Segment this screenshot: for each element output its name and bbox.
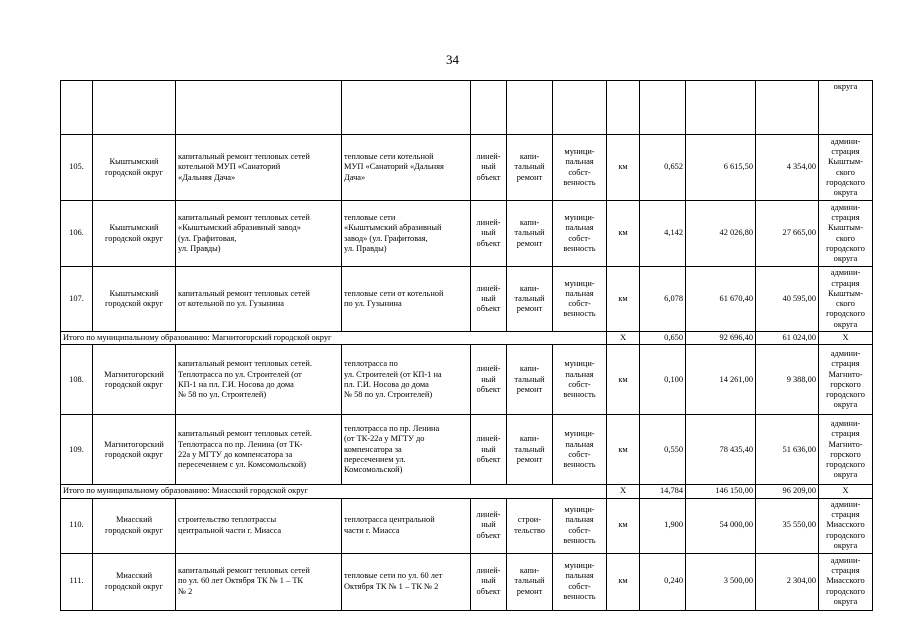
capacity-cell: 6,078 — [640, 267, 686, 332]
row-number: 108. — [61, 345, 93, 415]
object-type-cell: линей- ный объект — [471, 345, 507, 415]
work-type-cell: капи- тальный ремонт — [507, 135, 553, 201]
works-table — [60, 80, 873, 611]
cell-empty — [686, 81, 756, 135]
capacity-cell: 1,900 — [640, 498, 686, 553]
municipality-cell: Миасский городской округ — [93, 553, 176, 610]
cell-empty — [176, 81, 342, 135]
recipient-cell: админи- страция Миасского городского округа — [819, 553, 873, 610]
ownership-cell: муници- пальная собст- венность — [553, 415, 607, 485]
unit-cell: км — [607, 553, 640, 610]
work-type-cell: капи- тальный ремонт — [507, 553, 553, 610]
municipality-cell: Кыштымский городской округ — [93, 135, 176, 201]
unit-cell: км — [607, 345, 640, 415]
ownership-cell: муници- пальная собст- венность — [553, 201, 607, 267]
cell-empty — [93, 81, 176, 135]
subsidy-cell: 51 636,00 — [756, 415, 819, 485]
page-number: 34 — [446, 52, 459, 67]
cell-empty — [471, 81, 507, 135]
cell-empty — [553, 81, 607, 135]
total-label: Итого по муниципальному образованию: Миасский городской округ — [61, 485, 607, 498]
object-type-cell: линей- ный объект — [471, 267, 507, 332]
continued-header-row — [61, 81, 873, 135]
capacity-cell: 0,240 — [640, 553, 686, 610]
recipient-cell: админи- страция Магнито- горского городского округа — [819, 345, 873, 415]
total-cost-cell: 78 435,40 — [686, 415, 756, 485]
subsidy-cell: 35 550,00 — [756, 498, 819, 553]
total-label: Итого по муниципальному образованию: Магнитогорский городской округ — [61, 332, 607, 345]
object-type-cell: линей- ный объект — [471, 135, 507, 201]
capacity-cell: 14,784 — [640, 485, 686, 498]
ownership-cell: муници- пальная собст- венность — [553, 135, 607, 201]
total-cost-cell: 3 500,00 — [686, 553, 756, 610]
total-cost-cell: 14 261,00 — [686, 345, 756, 415]
cell-empty — [507, 81, 553, 135]
cell-empty — [607, 81, 640, 135]
ownership-cell: муници- пальная собст- венность — [553, 267, 607, 332]
work-type-cell: капи- тальный ремонт — [507, 201, 553, 267]
recipient-cell: админи- страция Кыштым- ского городского округа — [819, 135, 873, 201]
total-cost-cell: 92 696,40 — [686, 332, 756, 345]
subsidy-cell: 40 595,00 — [756, 267, 819, 332]
object-type-cell: линей- ный объект — [471, 201, 507, 267]
event-cell: капитальный ремонт тепловых сетей. Теплотрасса по пр. Ленина (от ТК- 22а у МГТУ до компенсатора за пересечением с ул. Комсомольской) — [176, 415, 342, 485]
total-row — [61, 332, 873, 345]
table-row — [61, 415, 873, 485]
work-type-cell: строи- тельство — [507, 498, 553, 553]
capacity-cell: 0,100 — [640, 345, 686, 415]
unit-cell: км — [607, 201, 640, 267]
object-cell: теплотрасса по ул. Строителей (от КП-1 на пл. Г.И. Носова до дома № 58 по ул. Строителей) — [342, 345, 471, 415]
row-number: 107. — [61, 267, 93, 332]
cell-empty — [61, 81, 93, 135]
unit-cell: км — [607, 135, 640, 201]
total-cost-cell: 42 026,80 — [686, 201, 756, 267]
event-cell: капитальный ремонт тепловых сетей. Теплотрасса по ул. Строителей (от КП-1 на пл. Г.И. Носова до дома № 58 по ул. Строителей) — [176, 345, 342, 415]
table-row — [61, 135, 873, 201]
table-row — [61, 345, 873, 415]
total-cost-cell: 6 615,50 — [686, 135, 756, 201]
object-cell: тепловые сети «Кыштымский абразивный завод» (ул. Графитовая, ул. Правды) — [342, 201, 471, 267]
recipient-cell: админи- страция Кыштым- ского городского округа — [819, 201, 873, 267]
total-cost-cell: 61 670,40 — [686, 267, 756, 332]
unit-cell: Х — [607, 332, 640, 345]
work-type-cell: капи- тальный ремонт — [507, 345, 553, 415]
work-type-cell: капи- тальный ремонт — [507, 267, 553, 332]
table-row — [61, 201, 873, 267]
municipality-cell: Кыштымский городской округ — [93, 201, 176, 267]
object-type-cell: линей- ный объект — [471, 498, 507, 553]
object-cell: теплотрасса центральной части г. Миасса — [342, 498, 471, 553]
municipality-cell: Магнитогорский городской округ — [93, 415, 176, 485]
row-number: 109. — [61, 415, 93, 485]
total-row — [61, 485, 873, 498]
row-number: 105. — [61, 135, 93, 201]
work-type-cell: капи- тальный ремонт — [507, 415, 553, 485]
subsidy-cell: 2 304,00 — [756, 553, 819, 610]
recipient-cell: Х — [819, 332, 873, 345]
event-cell: строительство теплотрассы центральной части г. Миасса — [176, 498, 342, 553]
row-number: 110. — [61, 498, 93, 553]
row-number: 111. — [61, 553, 93, 610]
cell-empty — [342, 81, 471, 135]
object-type-cell: линей- ный объект — [471, 553, 507, 610]
capacity-cell: 0,650 — [640, 332, 686, 345]
table-row — [61, 553, 873, 610]
total-cost-cell: 54 000,00 — [686, 498, 756, 553]
subsidy-cell: 9 388,00 — [756, 345, 819, 415]
object-cell: теплотрасса по пр. Ленина (от ТК-22а у МГТУ до компенсатора за пересечением ул. Комсомольской) — [342, 415, 471, 485]
ownership-cell: муници- пальная собст- венность — [553, 553, 607, 610]
subsidy-cell: 4 354,00 — [756, 135, 819, 201]
subsidy-cell: 96 209,00 — [756, 485, 819, 498]
ownership-cell: муници- пальная собст- венность — [553, 345, 607, 415]
capacity-cell: 0,550 — [640, 415, 686, 485]
event-cell: капитальный ремонт тепловых сетей котельной МУП «Санаторий «Дальняя Дача» — [176, 135, 342, 201]
event-cell: капитальный ремонт тепловых сетей «Кыштымский абразивный завод» (ул. Графитовая, ул. Правды) — [176, 201, 342, 267]
subsidy-cell: 27 665,00 — [756, 201, 819, 267]
recipient-cell: Х — [819, 485, 873, 498]
capacity-cell: 0,652 — [640, 135, 686, 201]
municipality-cell: Магнитогорский городской округ — [93, 345, 176, 415]
event-cell: капитальный ремонт тепловых сетей по ул. 60 лет Октября ТК № 1 – ТК № 2 — [176, 553, 342, 610]
total-cost-cell: 146 150,00 — [686, 485, 756, 498]
unit-cell: км — [607, 267, 640, 332]
subsidy-cell: 61 024,00 — [756, 332, 819, 345]
event-cell: капитальный ремонт тепловых сетей от котельной по ул. Гузынина — [176, 267, 342, 332]
capacity-cell: 4,142 — [640, 201, 686, 267]
object-cell: тепловые сети котельной МУП «Санаторий «Дальняя Дача» — [342, 135, 471, 201]
unit-cell: км — [607, 415, 640, 485]
unit-cell: Х — [607, 485, 640, 498]
recipient-cell: админи- страция Магнито- горского городского округа — [819, 415, 873, 485]
unit-cell: км — [607, 498, 640, 553]
municipality-cell: Кыштымский городской округ — [93, 267, 176, 332]
ownership-cell: муници- пальная собст- венность — [553, 498, 607, 553]
table-row — [61, 267, 873, 332]
recipient-cell: админи- страция Миасского городского округа — [819, 498, 873, 553]
object-cell: тепловые сети от котельной по ул. Гузынина — [342, 267, 471, 332]
municipality-cell: Миасский городской округ — [93, 498, 176, 553]
cell-empty — [640, 81, 686, 135]
row-number: 106. — [61, 201, 93, 267]
table-row — [61, 498, 873, 553]
cell-empty — [756, 81, 819, 135]
object-type-cell: линей- ный объект — [471, 415, 507, 485]
object-cell: тепловые сети по ул. 60 лет Октября ТК № 1 – ТК № 2 — [342, 553, 471, 610]
recipient-cell: админи- страция Кыштым- ского городского округа — [819, 267, 873, 332]
recipient-cell: округа — [819, 81, 873, 135]
